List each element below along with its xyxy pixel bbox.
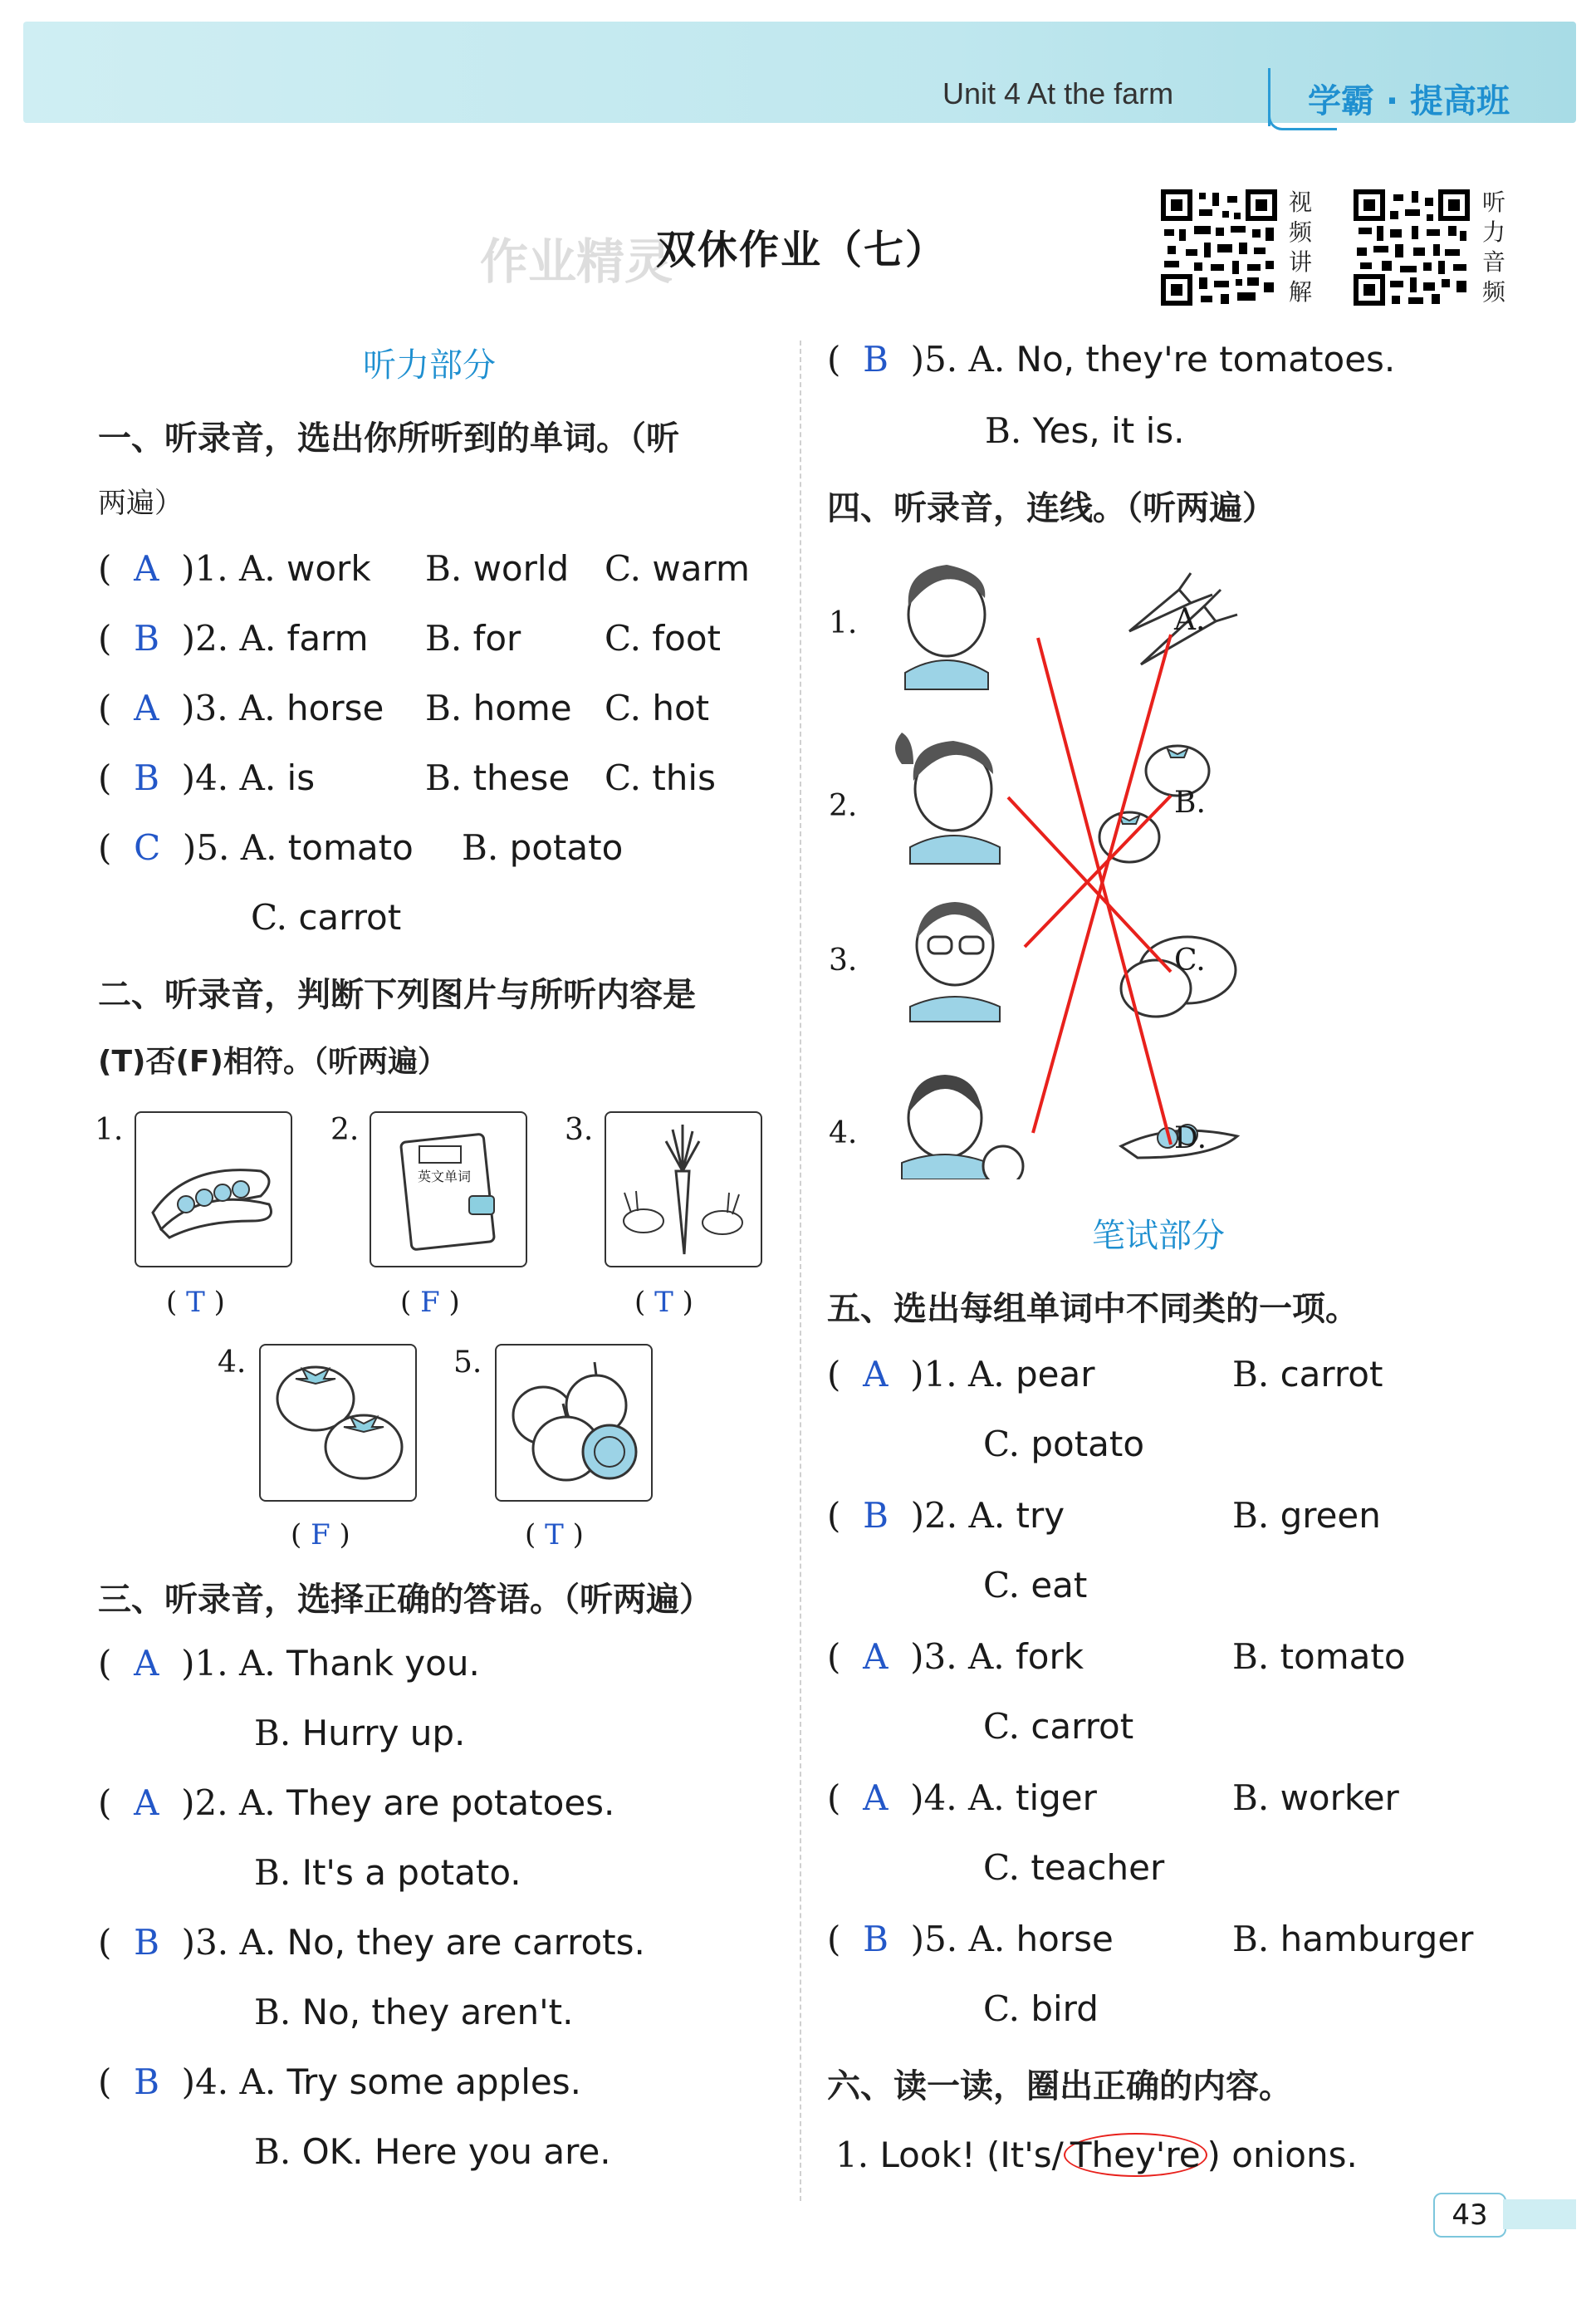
q5-option-b: B. carrot <box>1232 1354 1383 1395</box>
q2-num: 3. <box>565 1113 594 1147</box>
item-label: C. <box>1174 944 1206 978</box>
book-label: 英文单词 <box>418 1169 472 1184</box>
writing-section-title: 笔试部分 <box>1092 1217 1225 1255</box>
q5-option-b: B. worker <box>1232 1777 1399 1818</box>
girl-1-figure <box>905 565 988 689</box>
q5-item: ( B )2. A. try <box>827 1495 1065 1536</box>
q2-answer: ( T ) <box>525 1518 584 1551</box>
q4-heading: 四、听录音，连线。（听两遍） <box>827 489 1275 527</box>
person-label: 2. <box>829 789 858 823</box>
q3-item: ( B )4. A. Try some apples. <box>98 2061 581 2102</box>
item-label: D. <box>1174 1121 1207 1155</box>
q2-answer: ( F ) <box>291 1518 350 1551</box>
onions-picture <box>495 1344 653 1502</box>
qr-video-label: 视频讲解 <box>1289 189 1313 306</box>
tomatoes-picture <box>259 1344 417 1502</box>
item-label: B. <box>1174 786 1206 820</box>
matching-area <box>822 548 1420 1179</box>
q5-option-c: C. teacher <box>983 1847 1165 1888</box>
page-number: 43 <box>1433 2193 1506 2238</box>
person-label: 1. <box>829 606 858 640</box>
q6-item: 1. Look! (It's/ They're ) onions. <box>835 2135 1358 2175</box>
q5-option-b: B. green <box>1232 1495 1381 1536</box>
q3-item: ( A )1. A. Thank you. <box>98 1643 480 1684</box>
q5-option-b: B. hamburger <box>1232 1919 1474 1959</box>
listening-section-title: 听力部分 <box>363 346 496 385</box>
page-title: 双休作业（七） <box>656 227 947 273</box>
q5-option-c: C. carrot <box>983 1706 1134 1747</box>
q2-num: 1. <box>95 1113 124 1147</box>
answer: B <box>134 618 159 659</box>
peas-picture <box>135 1111 292 1267</box>
boy-2-figure <box>902 1075 1023 1179</box>
q3-item: ( B )3. A. No, they are carrots. <box>98 1922 645 1963</box>
q2-num: 2. <box>330 1113 360 1147</box>
watermark: 作业精灵 <box>480 233 673 290</box>
q2-num: 4. <box>218 1346 247 1380</box>
q5-item: ( B )5. A. horse <box>827 1919 1114 1959</box>
q2-num: 5. <box>453 1346 482 1380</box>
q2-answer: ( T ) <box>634 1286 693 1319</box>
q2-heading: 二、听录音，判断下列图片与所听内容是 <box>98 976 696 1014</box>
qr-audio-label: 听力音频 <box>1482 189 1506 306</box>
q5-item: ( A )4. A. tiger <box>827 1777 1097 1818</box>
q3-option-b: B. Hurry up. <box>254 1713 466 1753</box>
q3-heading: 三、听录音，选择正确的答语。（听两遍） <box>98 1581 712 1619</box>
girl-2-figure <box>895 733 1000 864</box>
person-label: 3. <box>829 944 858 978</box>
q5-option-c: C. potato <box>983 1424 1145 1464</box>
circled-answer: They're <box>1064 2133 1207 2177</box>
q3-item: ( A )2. A. They are potatoes. <box>98 1782 615 1823</box>
q5-heading: 五、选出每组单词中不同类的一项。 <box>827 1290 1359 1328</box>
answer: C <box>134 827 161 868</box>
unit-title: Unit 4 At the farm <box>942 76 1174 110</box>
q3-option-b: B. No, they aren't. <box>254 1992 574 2032</box>
column-divider <box>800 341 801 2201</box>
q3-option-b: B. Yes, it is. <box>985 410 1185 451</box>
book-picture <box>370 1111 527 1267</box>
q6-heading: 六、读一读，圈出正确的内容。 <box>827 2067 1292 2105</box>
q5-item: ( A )1. A. pear <box>827 1354 1095 1395</box>
q3-option-b: B. It's a potato. <box>254 1852 521 1893</box>
q1-heading: 一、听录音，选出你所听到的单词。（听 <box>98 419 679 458</box>
answer: A <box>134 548 159 589</box>
q2-answer: ( T ) <box>166 1286 225 1319</box>
q3-item: ( B )5. A. No, they're tomatoes. <box>827 339 1396 380</box>
q2-answer: ( F ) <box>400 1286 460 1319</box>
qr-code-video[interactable] <box>1161 189 1277 306</box>
brand-label: 学霸 · 提高班 <box>1308 82 1510 120</box>
q5-item: ( A )3. A. fork <box>827 1636 1084 1677</box>
q5-option-c: C. bird <box>983 1988 1099 2029</box>
person-label: 4. <box>829 1116 858 1150</box>
q5-option-b: B. tomato <box>1232 1636 1406 1677</box>
boy-1-figure <box>910 902 1000 1022</box>
carrot-rabbits-picture <box>605 1111 762 1267</box>
q1-heading-cont: 两遍） <box>98 487 183 520</box>
page-number-strip <box>1503 2199 1576 2229</box>
answer: B <box>134 757 159 798</box>
q3-option-b: B. OK. Here you are. <box>254 2131 611 2172</box>
q2-heading-cont: (T)否(F)相符。（听两遍） <box>98 1045 448 1079</box>
q5-option-c: C. eat <box>983 1565 1088 1605</box>
match-lines <box>1008 635 1171 1145</box>
item-label: A. <box>1174 603 1206 637</box>
answer: A <box>134 688 159 728</box>
qr-code-audio[interactable] <box>1354 189 1470 306</box>
